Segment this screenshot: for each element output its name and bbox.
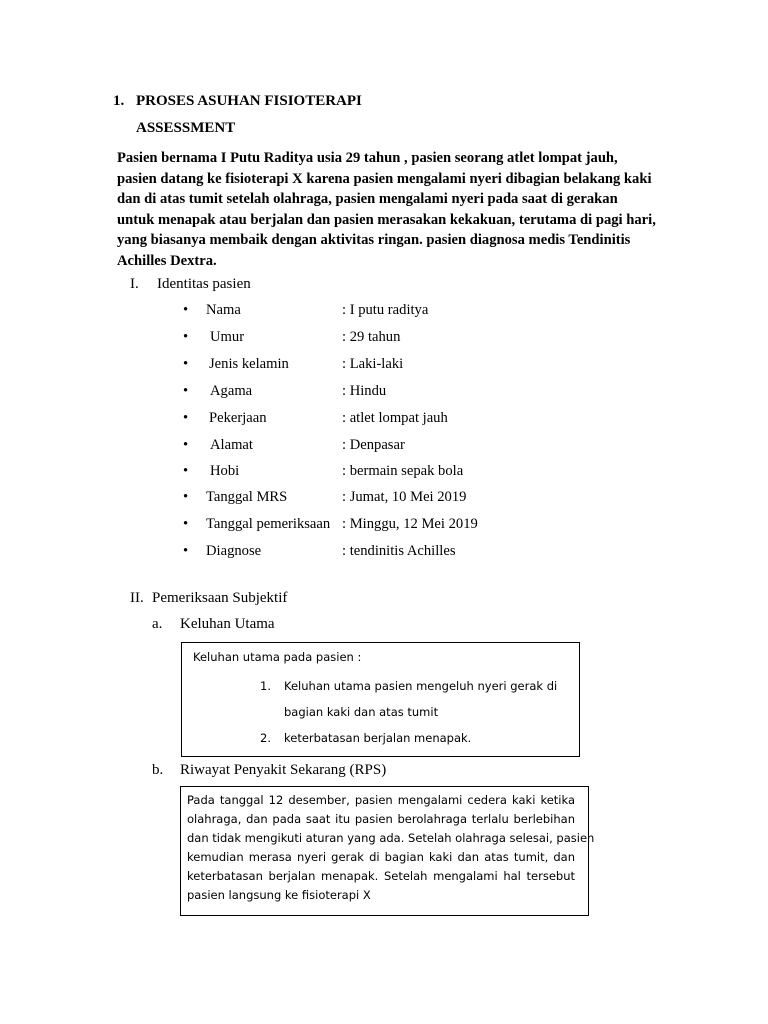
- bullet-icon: •: [183, 543, 189, 559]
- bullet-icon: •: [183, 383, 189, 399]
- subjektif-numeral: II.: [130, 590, 144, 606]
- identitas-label: Tanggal pemeriksaan: [206, 516, 331, 532]
- identitas-value: : atlet lompat jauh: [342, 410, 448, 426]
- identitas-label: Alamat: [210, 437, 253, 453]
- rps-line: pasien langsung ke fisioterapi X: [187, 888, 371, 902]
- identitas-label: Umur: [210, 329, 245, 345]
- rps-heading: Riwayat Penyakit Sekarang (RPS): [180, 762, 387, 778]
- rps-letter: b.: [152, 762, 164, 778]
- identitas-label: Jenis kelamin: [209, 356, 289, 372]
- subjektif-heading: Pemeriksaan Subjektif: [152, 590, 288, 606]
- identitas-heading: Identitas pasien: [157, 276, 251, 292]
- intro-paragraph: [117, 148, 683, 271]
- identitas-label: Hobi: [210, 463, 240, 479]
- keluhan-box-title: Keluhan utama pada pasien :: [193, 650, 362, 664]
- keluhan-heading: Keluhan Utama: [180, 616, 275, 632]
- section-subtitle: ASSESSMENT: [136, 120, 236, 136]
- rps-line: dan tidak mengikuti aturan yang ada. Setelah olahraga selesai, pasien: [187, 831, 595, 845]
- section-number: 1.: [113, 93, 125, 109]
- intro-line: pasien datang ke fisioterapi X karena pasien mengalami nyeri dibagian belakang kaki: [117, 170, 652, 187]
- keluhan-item-number: 1.: [260, 679, 271, 693]
- bullet-icon: •: [183, 489, 189, 505]
- rps-line: keterbatasan berjalan menapak. Setelah mengalami hal tersebut: [187, 869, 575, 883]
- rps-line: Pada tanggal 12 desember, pasien mengalami cedera kaki ketika: [187, 793, 575, 807]
- keluhan-item-number: 2.: [260, 731, 271, 745]
- bullet-icon: •: [183, 437, 189, 453]
- keluhan-letter: a.: [152, 616, 163, 632]
- bullet-icon: •: [183, 410, 189, 426]
- identitas-label: Agama: [210, 383, 253, 399]
- section-title: PROSES ASUHAN FISIOTERAPI: [136, 93, 362, 109]
- intro-line: untuk menapak atau berjalan dan pasien merasakan kekakuan, terutama di pagi hari,: [117, 211, 656, 228]
- identitas-value: : Laki-laki: [342, 356, 404, 372]
- bullet-icon: •: [183, 356, 189, 372]
- rps-line: olahraga, dan pada saat itu pasien berolahraga terlalu berlebihan: [187, 812, 575, 826]
- bullet-icon: •: [183, 302, 189, 318]
- identitas-value: : Jumat, 10 Mei 2019: [342, 489, 467, 505]
- identitas-value: : tendinitis Achilles: [342, 543, 456, 559]
- intro-line: Achilles Dextra.: [117, 252, 217, 269]
- bullet-icon: •: [183, 329, 189, 345]
- keluhan-item-text: keterbatasan berjalan menapak.: [284, 731, 472, 745]
- identitas-value: : bermain sepak bola: [342, 463, 464, 479]
- identitas-value: : 29 tahun: [342, 329, 401, 345]
- identitas-value: : Denpasar: [342, 437, 405, 453]
- identitas-numeral: I.: [130, 276, 139, 292]
- rps-box: [180, 786, 595, 916]
- identitas-value: : Minggu, 12 Mei 2019: [342, 516, 478, 532]
- keluhan-item-text: Keluhan utama pasien mengeluh nyeri gerak di: [284, 679, 558, 693]
- rps-line: kemudian merasa nyeri gerak di bagian kaki dan atas tumit, dan: [187, 850, 575, 864]
- identitas-label: Tanggal MRS: [206, 489, 288, 505]
- keluhan-box: [181, 642, 580, 757]
- keluhan-item-text-continued: bagian kaki dan atas tumit: [284, 705, 439, 719]
- intro-line: yang biasanya membaik dengan aktivitas ringan. pasien diagnosa medis Tendinitis: [117, 232, 631, 248]
- intro-line: Pasien bernama I Putu Raditya usia 29 tahun , pasien seorang atlet lompat jauh,: [117, 150, 618, 166]
- identitas-value: : I putu raditya: [342, 302, 429, 318]
- intro-line: dan di atas tumit setelah olahraga, pasien mengalami nyeri pada saat di gerakan: [117, 191, 618, 207]
- identitas-label: Nama: [206, 302, 241, 318]
- bullet-icon: •: [183, 463, 189, 479]
- identitas-label: Diagnose: [206, 543, 262, 559]
- bullet-icon: •: [183, 516, 189, 532]
- identitas-value: : Hindu: [342, 383, 387, 399]
- identitas-label: Pekerjaan: [209, 410, 267, 426]
